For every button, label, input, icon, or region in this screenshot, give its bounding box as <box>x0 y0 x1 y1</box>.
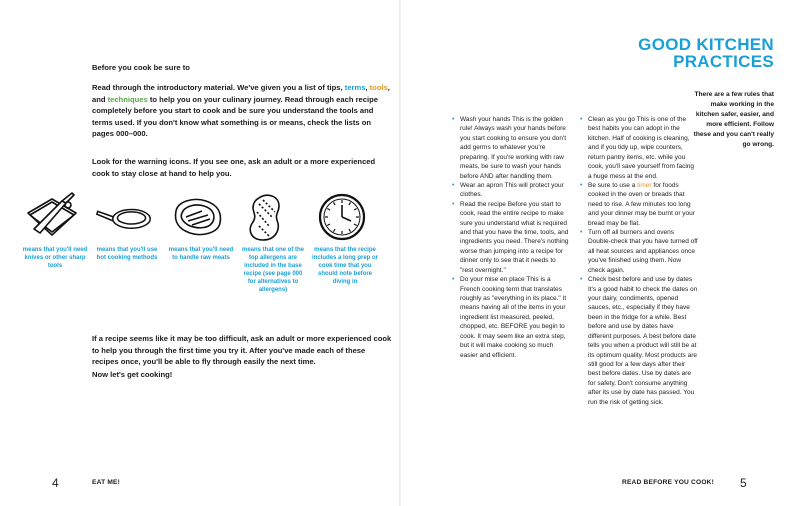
bullet: • <box>580 229 583 237</box>
warning-icons-paragraph: Look for the warning icons. If you see one, ask an adult or a more experienced cook to stay close at hand to help you. <box>92 157 376 178</box>
terms-keyword: terms <box>344 83 366 92</box>
right-page <box>400 0 800 506</box>
allergen-caption: means that one of the top allergens are included in the base recipe (see page 000 for alternatives to allergens) <box>241 247 304 293</box>
running-head-left: EAT ME! <box>92 479 121 486</box>
meat-warning <box>168 190 234 262</box>
list-item: • Check best before and use by dates It's a good habit to check the dates on your dairy, condiments, opened sauces, etc., especially if they have been in the fridge for a while. Best before and use by dates have different purposes. A best before date tells you when a product will still be at its optimum quality. Most products are still good for a few days after their best before dates. Use by dates are for safety. Don't consume anything after its use by date has passed. You run the risk of getting sick. <box>580 276 698 406</box>
timer-keyword: timer <box>637 181 652 189</box>
bullet: • <box>452 276 455 284</box>
list-item: • Clean as you go This is one of the best habits you can adopt in the kitchen. Half of cooking is cleaning, and if you tidy up, wipe counters, return pantry items, etc. while you cook, you'll save yourself from facing a huge mess at the end. <box>580 116 695 180</box>
running-head-right: READ BEFORE YOU COOK! <box>622 479 715 486</box>
list-item: • Wash your hands This is the golden rule! Always wash your hands before you start cooking to ensure you don't add germs to whatever you're preparing. If you're working with raw meats, be sure to wash your hands before AND after handling them. <box>452 116 567 180</box>
bullet: • <box>452 116 455 123</box>
practices-column-1 <box>452 115 570 360</box>
lets-get-cooking: Now let's get cooking! <box>92 370 173 379</box>
sidebar-note: There are a few rules that make working in the kitchen safer, easier, and more efficient. Follow these and you can't really go wrong. <box>693 91 774 148</box>
knife-board-icon <box>22 191 82 243</box>
page-number-right: 5 <box>740 476 747 490</box>
pan-warning <box>94 190 160 262</box>
bullet: • <box>580 276 583 284</box>
steak-icon <box>168 193 228 241</box>
frying-pan-icon <box>94 197 154 237</box>
list-item: • Wear an apron This will protect your clothes. <box>452 181 564 199</box>
techniques-keyword: techniques <box>107 94 148 104</box>
tools-keyword: tools <box>369 83 388 92</box>
peanut-icon <box>245 190 295 244</box>
time-caption: means that the recipe includes a long prep or cook time that you should note before diving in <box>312 247 379 285</box>
allergen-warning <box>240 190 306 294</box>
practices-column-2 <box>580 115 698 407</box>
page-title: GOOD KITCHEN PRACTICES <box>638 35 774 71</box>
warning-icons-row <box>22 190 392 310</box>
meat-caption: means that you'll need to handle raw meats <box>168 247 234 261</box>
list-item: • Be sure to use a timer for foods cooked in the oven or breads that need to rise. A few minutes too long and your dinner may be burnt or your bread may be flat. <box>580 181 695 227</box>
list-item: • Turn off all burners and ovens Double-check that you have turned off all heat sources and appliances once you've finished using them. Now check again. <box>580 229 698 274</box>
list-item: • Read the recipe Before you start to cook, read the entire recipe to make sure you understand what is required and that you have the time, tools, and ingredients you need. There's nothing worse than jumping into a recipe for dinner only to see that it needs to "rest overnight." <box>452 200 569 274</box>
pan-caption: means that you'll use hot cooking methods <box>96 247 158 261</box>
page-number-left: 4 <box>52 476 59 490</box>
knife-warning <box>22 190 88 270</box>
bullet: • <box>580 116 583 123</box>
knife-caption: means that you'll need knives or other sharp tools <box>22 247 88 269</box>
bullet: • <box>452 200 455 208</box>
clock-icon <box>315 190 369 244</box>
difficult-recipe-paragraph: If a recipe seems like it may be too difficult, ask an adult or more experienced cook to help you through the first time you try it. After you've made each of these recipes once, you'll be able to fly through easily the next time. <box>92 334 392 367</box>
bullet: • <box>580 181 583 189</box>
intro-paragraph: Read through the introductory material. We've given you a list of tips, terms, tools, and techniques to help you on your culinary journey. Read through each recipe completely before you start to cook and be sure you understand the tools and terms used. If you don't know what something is or means, check the lists on pages 000–000. <box>92 83 390 139</box>
before-you-cook-heading: Before you cook be sure to <box>92 63 190 72</box>
bullet: • <box>452 181 455 189</box>
time-warning <box>312 190 378 286</box>
list-item: • Do your mise en place This is a French cooking term that translates roughly as "everything in its place." It means having all of the items in your ingredient list measured, peeled, chopped, etc. BEFORE you begin to cook. It may seem like an extra step, but it will make cooking so much easier and efficient. <box>452 276 567 359</box>
